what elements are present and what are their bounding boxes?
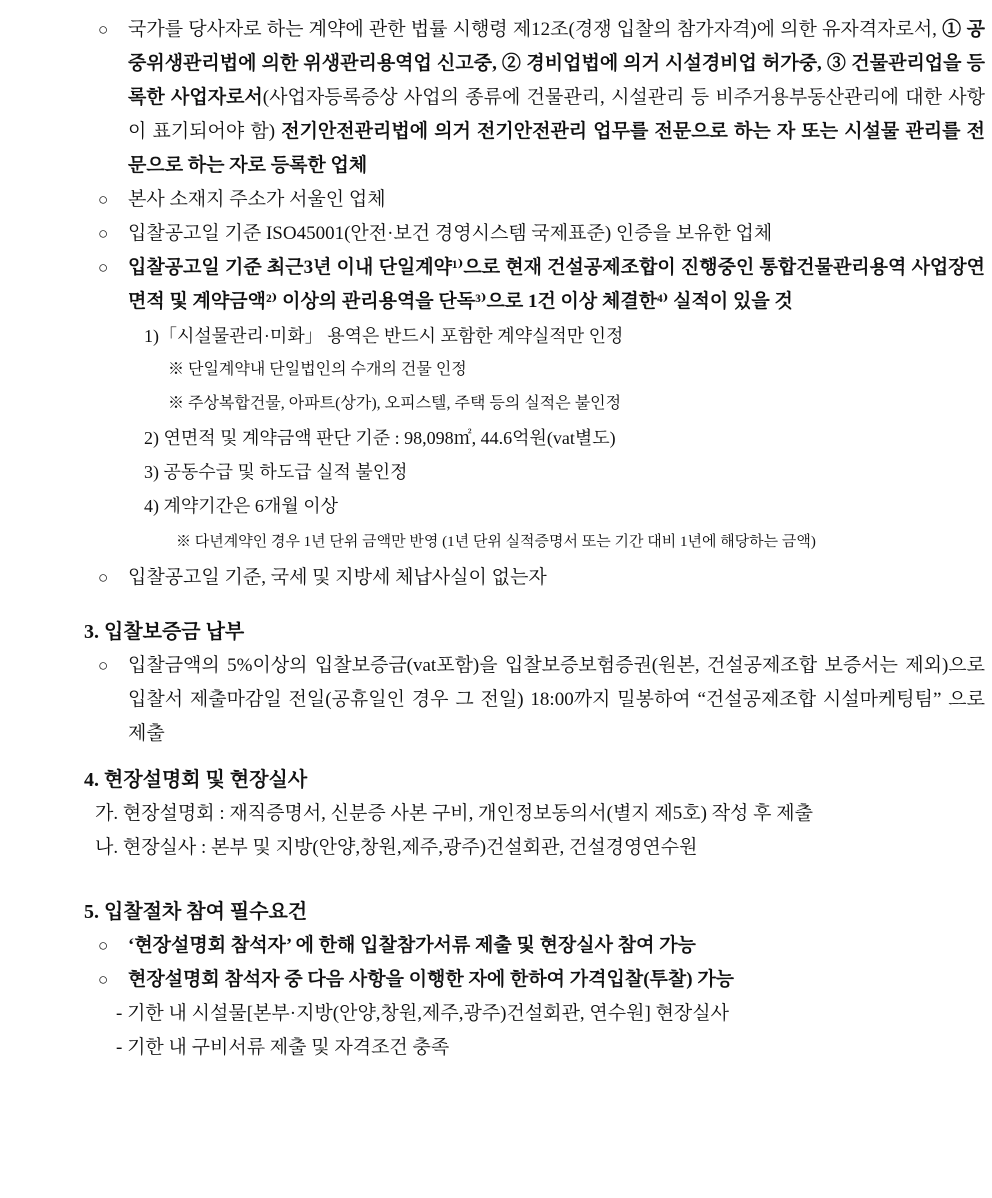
participation-bullet-price-bid-text: 현장설명회 참석자 중 다음 사항을 이행한 자에 한하여 가격입찰(투찰) 가능 — [128, 969, 735, 990]
license-segment-bold: ① 공중위생관리법에 의한 위생관리용역업 신고중, ② 경비업법에 의거 시설경비업 허가중, ③ 건물관리업을 등록한 사업자로서 — [128, 19, 985, 108]
qualification-bullet-record-text: 입찰공고일 기준 최근3년 이내 단일계약¹⁾으로 현재 건설공제조합이 진행중인 통합건물관리용역 사업장연면적 및 계약금액²⁾ 이상의 관리용역을 단독³⁾으로 1건 이상 체결한⁴⁾ 실적이 있을 것 — [128, 257, 985, 312]
qualification-bullet-record — [98, 251, 985, 319]
participation-bullet-attendee — [98, 929, 985, 963]
record-condition-3: 3) 공동수급 및 하도급 실적 불인정 — [144, 462, 408, 482]
record-condition-2: 2) 연면적 및 계약금액 판단 기준 : 98,098㎡, 44.6억원(vat별도) — [144, 428, 616, 448]
section-5-title: 5. 입찰절차 참여 필수요건 — [84, 901, 308, 923]
qualification-bullet-tax — [98, 561, 985, 595]
record-condition-1-note-1: ※ 단일계약내 단일법인의 수개의 건물 인정 — [168, 361, 467, 378]
qualification-bullet-tax-text: 입찰공고일 기준, 국세 및 지방세 체납사실이 없는자 — [128, 567, 547, 588]
record-condition-4: 4) 계약기간은 6개월 이상 — [144, 496, 338, 516]
section-4-title: 4. 현장설명회 및 현장실사 — [84, 769, 308, 791]
participation-bullet-attendee-text: ‘현장설명회 참석자’ 에 한해 입찰참가서류 제출 및 현장실사 참여 가능 — [128, 935, 696, 956]
circle-bullet-icon: ○ — [98, 190, 109, 209]
qualification-bullet-iso-text: 입찰공고일 기준 ISO45001(안전·보건 경영시스템 국제표준) 인증을 보유한 업체 — [128, 223, 773, 244]
electric-safety-segment-bold: 전기안전관리법에 의거 전기안전관리 업무를 전문으로 하는 자 또는 시설물 관리를 전문으로 하는 자로 등록한 업체 — [128, 121, 985, 176]
registration-note-segment: (사업자등록증상 사업의 종류에 건물관리, 시설관리 등 비주거용부동산관리에 대한 사항이 표기되어야 함) — [128, 87, 985, 142]
qualification-bullet-law — [98, 13, 985, 183]
multiyear-contract-note: ※ 다년계약인 경우 1년 단위 금액만 반영 (1년 단위 실적증명서 또는 기간 대비 1년에 해당하는 금액) — [176, 534, 816, 550]
site-briefing-item: 가. 현장설명회 : 재직증명서, 신분증 사본 구비, 개인정보동의서(별지 제5호) 작성 후 제출 — [95, 803, 813, 824]
record-condition-1: 1)「시설물관리·미화」 용역은 반드시 포함한 계약실적만 인정 — [144, 326, 624, 346]
law-segment-regular: 국가를 당사자로 하는 계약에 관한 법률 시행령 제12조(경쟁 입찰의 참가자격)에 의한 유자격자로서, — [128, 19, 943, 40]
qualification-bullet-law-text — [128, 13, 985, 183]
circle-bullet-icon: ○ — [98, 224, 109, 243]
qualification-bullet-seoul-text: 본사 소재지 주소가 서울인 업체 — [128, 189, 386, 210]
qualification-bullet-iso — [98, 217, 985, 251]
qualification-bullet-seoul — [98, 183, 985, 217]
circle-bullet-icon: ○ — [98, 20, 109, 39]
circle-bullet-icon: ○ — [98, 656, 109, 675]
deadline-inspection-dash-item: - 기한 내 시설물[본부·지방(안양,창원,제주,광주)건설회관, 연수원] 현장실사 — [116, 1003, 729, 1024]
bid-bond-bullet — [98, 649, 985, 751]
participation-bullet-price-bid — [98, 963, 985, 997]
circle-bullet-icon: ○ — [98, 936, 109, 955]
site-inspection-item: 나. 현장실사 : 본부 및 지방(안양,창원,제주,광주)건설회관, 건설경영연수원 — [95, 837, 698, 858]
circle-bullet-icon: ○ — [98, 568, 109, 587]
circle-bullet-icon: ○ — [98, 258, 109, 277]
section-3-title: 3. 입찰보증금 납부 — [84, 621, 245, 643]
bid-bond-bullet-text: 입찰금액의 5%이상의 입찰보증금(vat포함)을 입찰보증보험증권(원본, 건설공제조합 보증서는 제외)으로 입찰서 제출마감일 전일(공휴일인 경우 그 전일) 18:00까지 밀봉하여 “건설공제조합 시설마케팅팀” 으로 제출 — [128, 655, 985, 744]
record-condition-1-note-2: ※ 주상복합건물, 아파트(상가), 오피스텔, 주택 등의 실적은 불인정 — [168, 395, 622, 412]
circle-bullet-icon: ○ — [98, 970, 109, 989]
deadline-documents-dash-item: - 기한 내 구비서류 제출 및 자격조건 충족 — [116, 1037, 450, 1058]
